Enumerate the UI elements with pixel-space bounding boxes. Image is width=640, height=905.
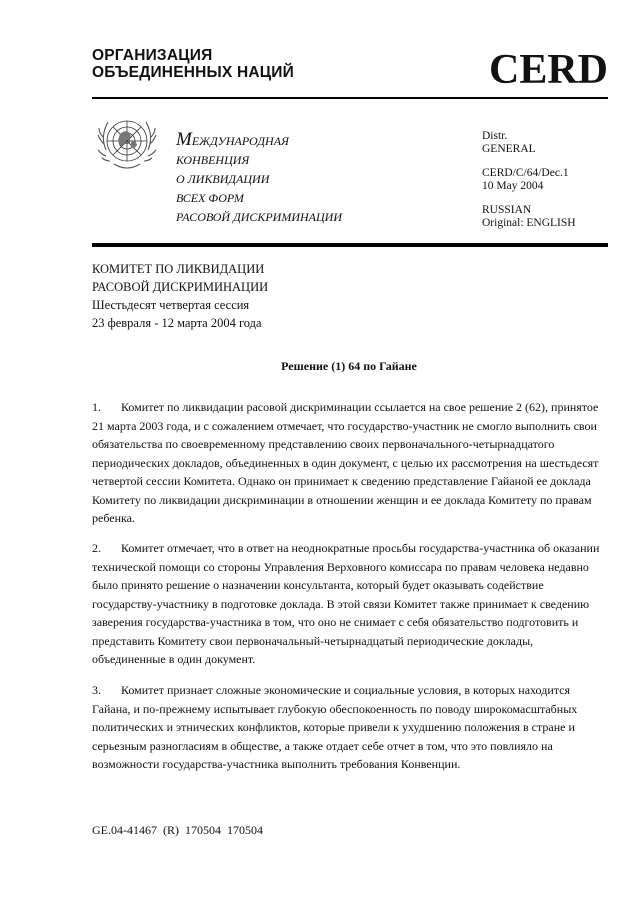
paragraph-text: Комитет по ликвидации расовой дискриминации ссылается на свое решение 2 (62), принятое 21 марта 2003 года, и с сожалением отмечает, что государство-участник не смогло выполнить свои обязательства по своевременному представлению своих первоначального-четырнадцатого периодических докладов, объединенных в один документ, с целью их рассмотрения на шестьдесят четвертой сессии Комитета. Однако он принимает к сведению представление Гайаной ее доклада Комитету по ликвидации дискриминации в отношении женщин и ее доклада Комитету по правам ребенка. bbox=[92, 400, 599, 525]
committee-session: Шестьдесят четвертая сессия bbox=[92, 298, 250, 312]
paragraph-3 bbox=[92, 681, 606, 774]
convention-line-1 bbox=[176, 130, 342, 151]
document-footer: GE.04-41467 (R) 170504 170504 bbox=[92, 823, 263, 837]
un-emblem-icon bbox=[92, 110, 162, 180]
header-rule-bottom bbox=[92, 243, 608, 247]
committee-line-2: РАСОВОЙ ДИСКРИМИНАЦИИ bbox=[92, 280, 269, 294]
paragraph-2 bbox=[92, 539, 606, 669]
document-symbol-large: CERD bbox=[488, 47, 608, 93]
header-rule-top bbox=[92, 97, 608, 99]
convention-line-2: КОНВЕНЦИЯ bbox=[176, 153, 250, 167]
committee-line-1: КОМИТЕТ ПО ЛИКВИДАЦИИ bbox=[92, 262, 265, 276]
convention-title bbox=[176, 130, 342, 227]
distr-symbol: CERD/C/64/Dec.1 bbox=[482, 167, 569, 179]
paragraph-number: 3. bbox=[92, 683, 101, 697]
distr-label: Distr. bbox=[482, 130, 508, 142]
committee-dates: 23 февраля - 12 марта 2004 года bbox=[92, 316, 262, 330]
distr-general: GENERAL bbox=[482, 142, 536, 155]
distr-date: 10 May 2004 bbox=[482, 179, 544, 192]
committee-block bbox=[92, 260, 268, 332]
convention-initial: М bbox=[176, 129, 192, 150]
paragraph-1 bbox=[92, 398, 606, 528]
distr-language: RUSSIAN bbox=[482, 204, 532, 216]
distr-original: Original: ENGLISH bbox=[482, 216, 576, 229]
convention-line-3: О ЛИКВИДАЦИИ bbox=[176, 172, 270, 186]
paragraph-text: Комитет отмечает, что в ответ на неоднократные просьбы государства-участника об оказании технической помощи со стороны Управления Верховного комиссара по правам человека недавно было принято решение о назначении консультанта, который будет оказывать содействие государству-участнику в подготовке доклада. В этой связи Комитет также принимает к сведению заверения государства-участника в том, что оно не снимает с себя обязательство подготовить и представить Комитету свои первоначальный-четырнадцатый периодические доклады, объединенные в один документ. bbox=[92, 541, 600, 666]
convention-line-1-rest: ЕЖДУНАРОДНАЯ bbox=[191, 134, 289, 148]
paragraph-number: 2. bbox=[92, 541, 101, 555]
distribution-block bbox=[482, 130, 576, 229]
paragraph-text: Комитет признает сложные экономические и социальные условия, в которых находится Гайана, и по-прежнему испытывает глубокую обеспокоенность по поводу широкомасштабных политических и этнических конфликтов, которые привели к ухудшению положения в стране и серьезным разногласиям в обществе, а также отдает себе отчет в том, что это повлияло на возможности государства-участника выполнить требования Конвенции. bbox=[92, 683, 578, 771]
org-line-2: ОБЪЕДИНЕННЫХ НАЦИЙ bbox=[92, 64, 294, 81]
org-line-1: ОРГАНИЗАЦИЯ bbox=[92, 47, 213, 64]
convention-line-4: ВСЕХ ФОРМ bbox=[176, 191, 244, 205]
organization-name bbox=[92, 47, 294, 81]
paragraph-number: 1. bbox=[92, 400, 101, 414]
convention-line-5: РАСОВОЙ ДИСКРИМИНАЦИИ bbox=[176, 210, 343, 224]
decision-title: Решение (1) 64 по Гайане bbox=[281, 359, 417, 373]
